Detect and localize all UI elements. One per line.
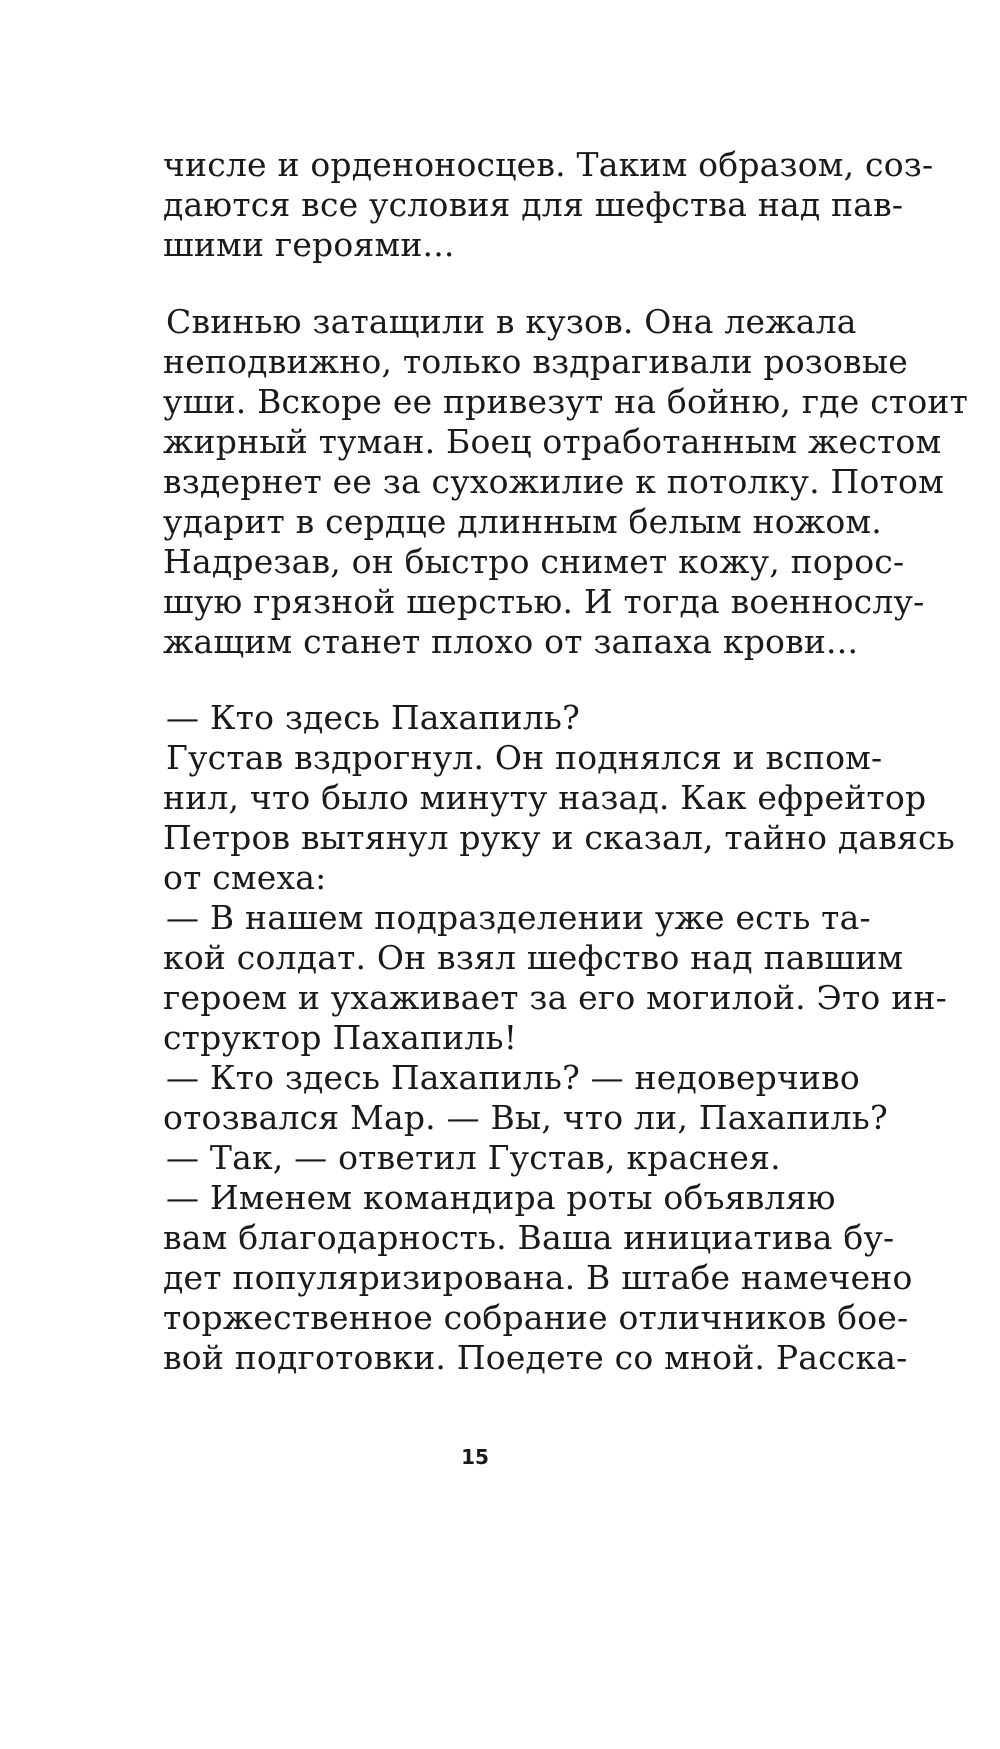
text-line: дет популяризирована. В штабе намечено xyxy=(163,1258,913,1297)
text-line: торжественное собрание отличников бое- xyxy=(163,1298,909,1337)
text-line: от смеха: xyxy=(163,858,327,897)
text-line: структор Пахапиль! xyxy=(163,1018,518,1057)
text-line: Петров вытянул руку и сказал, тайно давясь xyxy=(163,818,955,857)
text-line: даются все условия для шефства над пав- xyxy=(163,185,904,224)
text-line: кой солдат. Он взял шефство над павшим xyxy=(163,938,904,977)
text-line: нил, что было минуту назад. Как ефрейтор xyxy=(163,778,927,817)
text-line: ударит в сердце длинным белым ножом. xyxy=(163,502,882,541)
text-line: шими героями... xyxy=(163,225,455,264)
text-line: вой подготовки. Поедете со мной. Расска- xyxy=(163,1338,908,1377)
text-line: — Именем командира роты объявляю xyxy=(166,1178,836,1217)
text-line: Свинью затащили в кузов. Она лежала xyxy=(166,302,857,341)
text-line: жирный туман. Боец отработанным жестом xyxy=(163,422,942,461)
text-line: уши. Вскоре ее привезут на бойню, где стоит xyxy=(163,382,969,421)
text-line: вам благодарность. Ваша инициатива бу- xyxy=(163,1218,895,1257)
text-line: числе и орденоносцев. Таким образом, соз- xyxy=(163,145,934,184)
page-number: 15 xyxy=(461,1445,489,1469)
text-line: неподвижно, только вздрагивали розовые xyxy=(163,342,909,381)
text-line: — В нашем подразделении уже есть та- xyxy=(166,898,871,937)
text-line: — Так, — ответил Густав, краснея. xyxy=(166,1138,781,1177)
text-line: героем и ухаживает за его могилой. Это ин- xyxy=(163,978,947,1017)
text-line: Густав вздрогнул. Он поднялся и вспом- xyxy=(166,738,883,777)
text-line: шую грязной шерстью. И тогда военнослу- xyxy=(163,582,925,621)
text-line: Надрезав, он быстро снимет кожу, порос- xyxy=(163,542,905,581)
text-line: жащим станет плохо от запаха крови... xyxy=(163,622,859,661)
text-line: — Кто здесь Пахапиль? xyxy=(166,698,580,737)
text-line: — Кто здесь Пахапиль? — недоверчиво xyxy=(166,1058,860,1097)
text-line: вздернет ее за сухожилие к потолку. Потом xyxy=(163,462,944,501)
text-line: отозвался Мар. — Вы, что ли, Пахапиль? xyxy=(163,1098,888,1137)
